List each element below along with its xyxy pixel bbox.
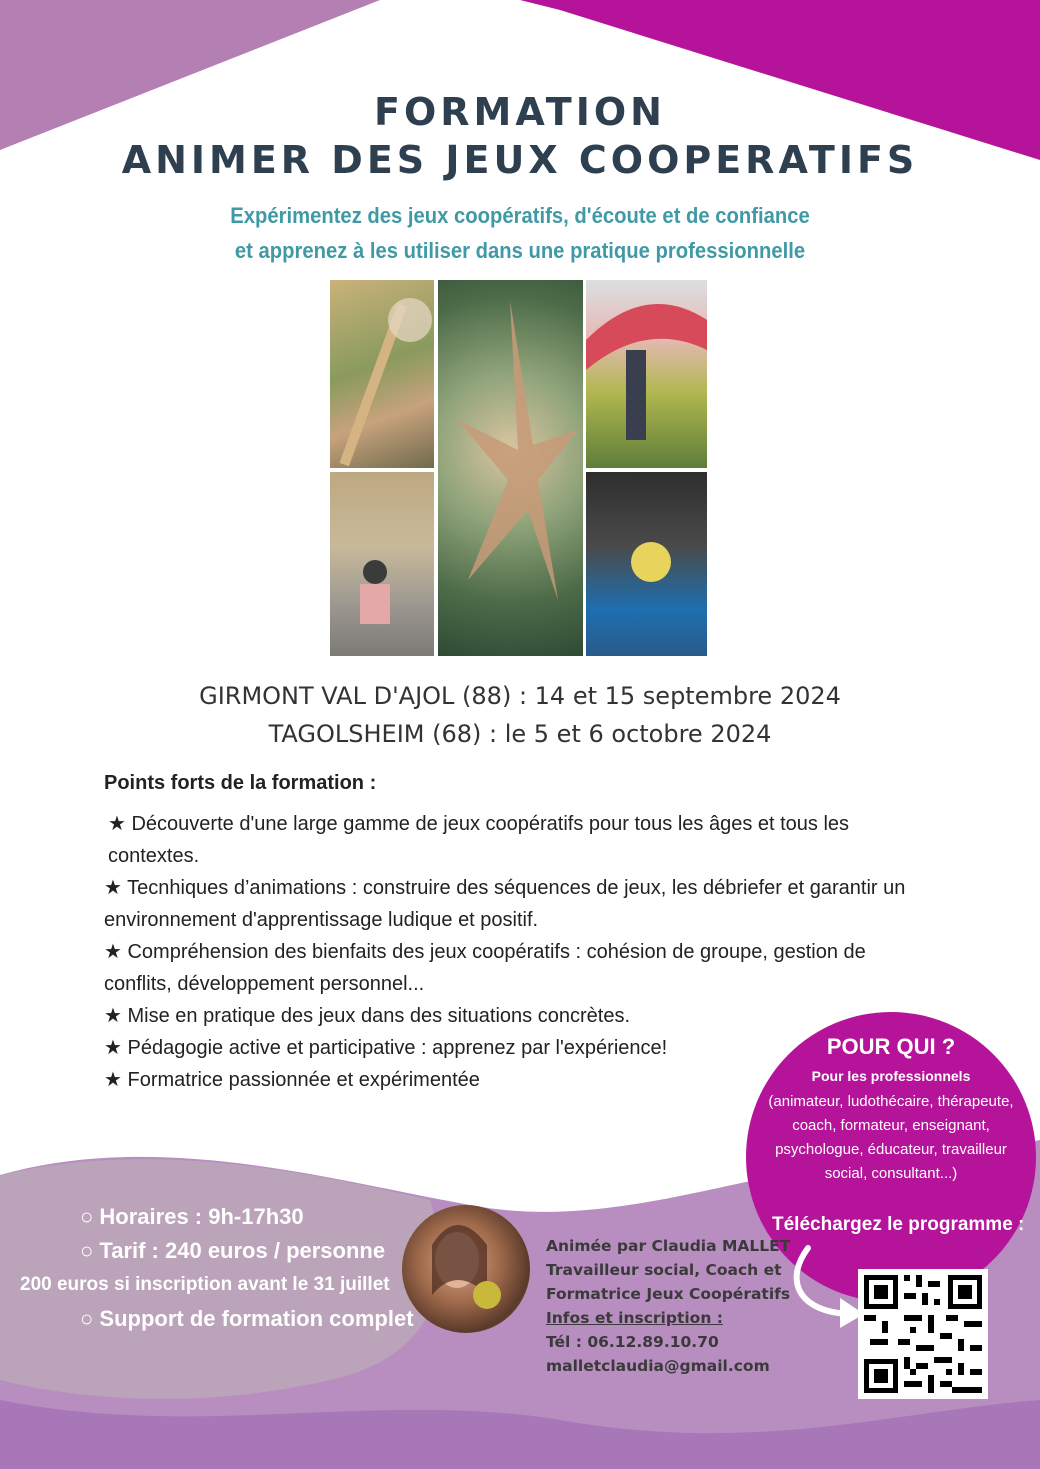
email-address[interactable]: malletclaudia@gmail.com bbox=[546, 1357, 770, 1375]
trainer-line-1: Animée par Claudia MALLET bbox=[546, 1237, 791, 1255]
trainer-line-2: Travailleur social, Coach et bbox=[546, 1261, 782, 1279]
bullet-icon: ○ bbox=[80, 1306, 100, 1331]
bullet-icon: ○ bbox=[80, 1204, 100, 1229]
phone-number[interactable]: Tél : 06.12.89.10.70 bbox=[546, 1333, 719, 1351]
date-girmont: GIRMONT VAL D'AJOL (88) : 14 et 15 septembre 2024 bbox=[199, 682, 841, 710]
photo-group-indoor bbox=[330, 472, 434, 656]
pour-qui-title: POUR QUI ? bbox=[826, 1034, 956, 1059]
list-item: ★ Formatrice passionnée et expérimentée bbox=[104, 1069, 480, 1091]
points-forts-title: Points forts de la formation : bbox=[104, 772, 377, 794]
subtitle-line-1: Expérimentez des jeux coopératifs, d'écoute et de confiance bbox=[230, 203, 810, 228]
list-item: ★ Découverte d'une large gamme de jeux coopératifs pour tous les âges et tous les contextes. bbox=[108, 813, 850, 867]
curved-arrow-icon bbox=[788, 1240, 868, 1330]
download-program-label: Téléchargez le programme : bbox=[772, 1214, 1025, 1235]
list-item: ★ Tecnhiques d’animations : construire des séquences de jeux, les débriefer et garantir un environnement d'apprentissage ludique et positif. bbox=[104, 877, 906, 931]
list-item: ★ Pédagogie active et participative : apprenez par l'expérience! bbox=[104, 1037, 668, 1059]
photo-parachute bbox=[586, 280, 707, 468]
qr-code[interactable] bbox=[858, 1269, 988, 1399]
info-support: ○ Support de formation complet bbox=[80, 1306, 414, 1331]
infos-inscription-label: Infos et inscription : bbox=[546, 1309, 723, 1327]
pour-qui-subtitle: Pour les professionnels bbox=[811, 1068, 971, 1084]
list-item: ★ Mise en pratique des jeux dans des situations concrètes. bbox=[104, 1005, 630, 1027]
info-horaires: ○ Horaires : 9h-17h30 bbox=[80, 1204, 304, 1229]
photo-ball-sticks bbox=[586, 472, 707, 656]
title-line-1: FORMATION bbox=[374, 90, 666, 134]
pour-qui-text: (animateur, ludothécaire, thérapeute, coach, formateur, enseignant, psychologue, éducateur, travailleur social, consultant...) bbox=[768, 1093, 1014, 1182]
subtitle-line-2: et apprenez à les utiliser dans une pratique professionnelle bbox=[234, 238, 806, 263]
trainer-line-3: Formatrice Jeux Coopératifs bbox=[546, 1285, 791, 1303]
date-tagolsheim: TAGOLSHEIM (68) : le 5 et 6 octobre 2024 bbox=[268, 720, 772, 748]
trainer-info bbox=[546, 1234, 790, 1378]
info-early-price: 200 euros si inscription avant le 31 juillet bbox=[20, 1274, 390, 1295]
portrait-avatar bbox=[402, 1205, 530, 1333]
info-tarif: ○ Tarif : 240 euros / personne bbox=[80, 1238, 386, 1263]
title-line-2: ANIMER DES JEUX COOPERATIFS bbox=[121, 138, 919, 182]
photo-wood-game bbox=[330, 280, 434, 468]
bullet-icon: ○ bbox=[80, 1238, 100, 1263]
photo-hands-star bbox=[438, 280, 583, 656]
list-item: ★ Compréhension des bienfaits des jeux coopératifs : cohésion de groupe, gestion de conflits, développement personnel... bbox=[104, 941, 866, 995]
